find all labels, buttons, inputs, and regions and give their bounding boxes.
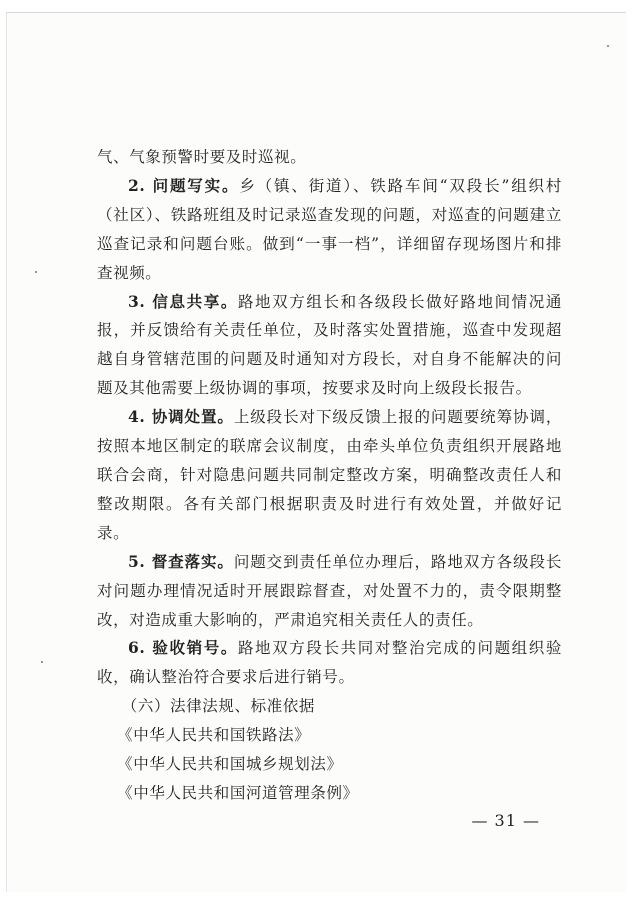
scan-speck [607,45,609,47]
body-text [97,143,562,808]
page-number: — 31 — [471,811,540,830]
scan-speck [35,271,37,273]
paragraph-acceptance: 6. 验收销号。路地双方段长共同对整治完成的问题组织验收，确认整治符合要求后进行销号。 [97,638,562,687]
heading-coordination: 4. 协调处置。 [128,407,234,427]
section-title: （六）法律法规、标准依据 [121,697,315,716]
paragraph-info-sharing: 3. 信息共享。路地双方组长和各级段长做好路地间情况通报，并反馈给有关责任单位，及时落实处置措施，巡查中发现超越自身管辖范围的问题及时通知对方段长，对自身不能解决的问题及其他需要上级协调的事项，按要求及时向上级段长报告。 [97,291,562,398]
heading-problem-recording: 2. 问题写实。 [128,175,240,195]
heading-supervision: 5. 督查落实。 [128,551,234,571]
document-page [6,12,626,892]
paragraph-problem-recording: 2. 问题写实。乡（镇、街道）、铁路车间“双段长”组织村（社区）、铁路班组及时记录巡查发现的问题，对巡查的问题建立巡查记录和问题台账。做到“一事一档”，详细留存现场图片和排查视频。 [97,175,562,282]
scan-speck [41,661,43,663]
paragraph-coordination: 4. 协调处置。上级段长对下级反馈上报的问题要统筹协调，按照本地区制定的联席会议制度，由牵头单位负责组织开展路地联合会商，针对隐患问题共同制定整改方案，明确整改责任人和整改期限。各有关部门根据职责及时进行有效处置，并做好记录。 [97,407,562,542]
heading-acceptance: 6. 验收销号。 [128,638,238,658]
law-item: 《中华人民共和国城乡规划法》 [117,755,343,774]
paragraph-continuation: 气、气象预警时要及时巡视。 [97,148,307,166]
paragraph-supervision: 5. 督查落实。问题交到责任单位办理后，路地双方各级段长对问题办理情况适时开展跟踪督查，对处置不力的，责令限期整改，对造成重大影响的，严肃追究相关责任人的责任。 [97,551,562,629]
law-item: 《中华人民共和国河道管理条例》 [117,783,359,802]
law-item: 《中华人民共和国铁路法》 [117,726,311,745]
heading-info-sharing: 3. 信息共享。 [128,291,238,311]
